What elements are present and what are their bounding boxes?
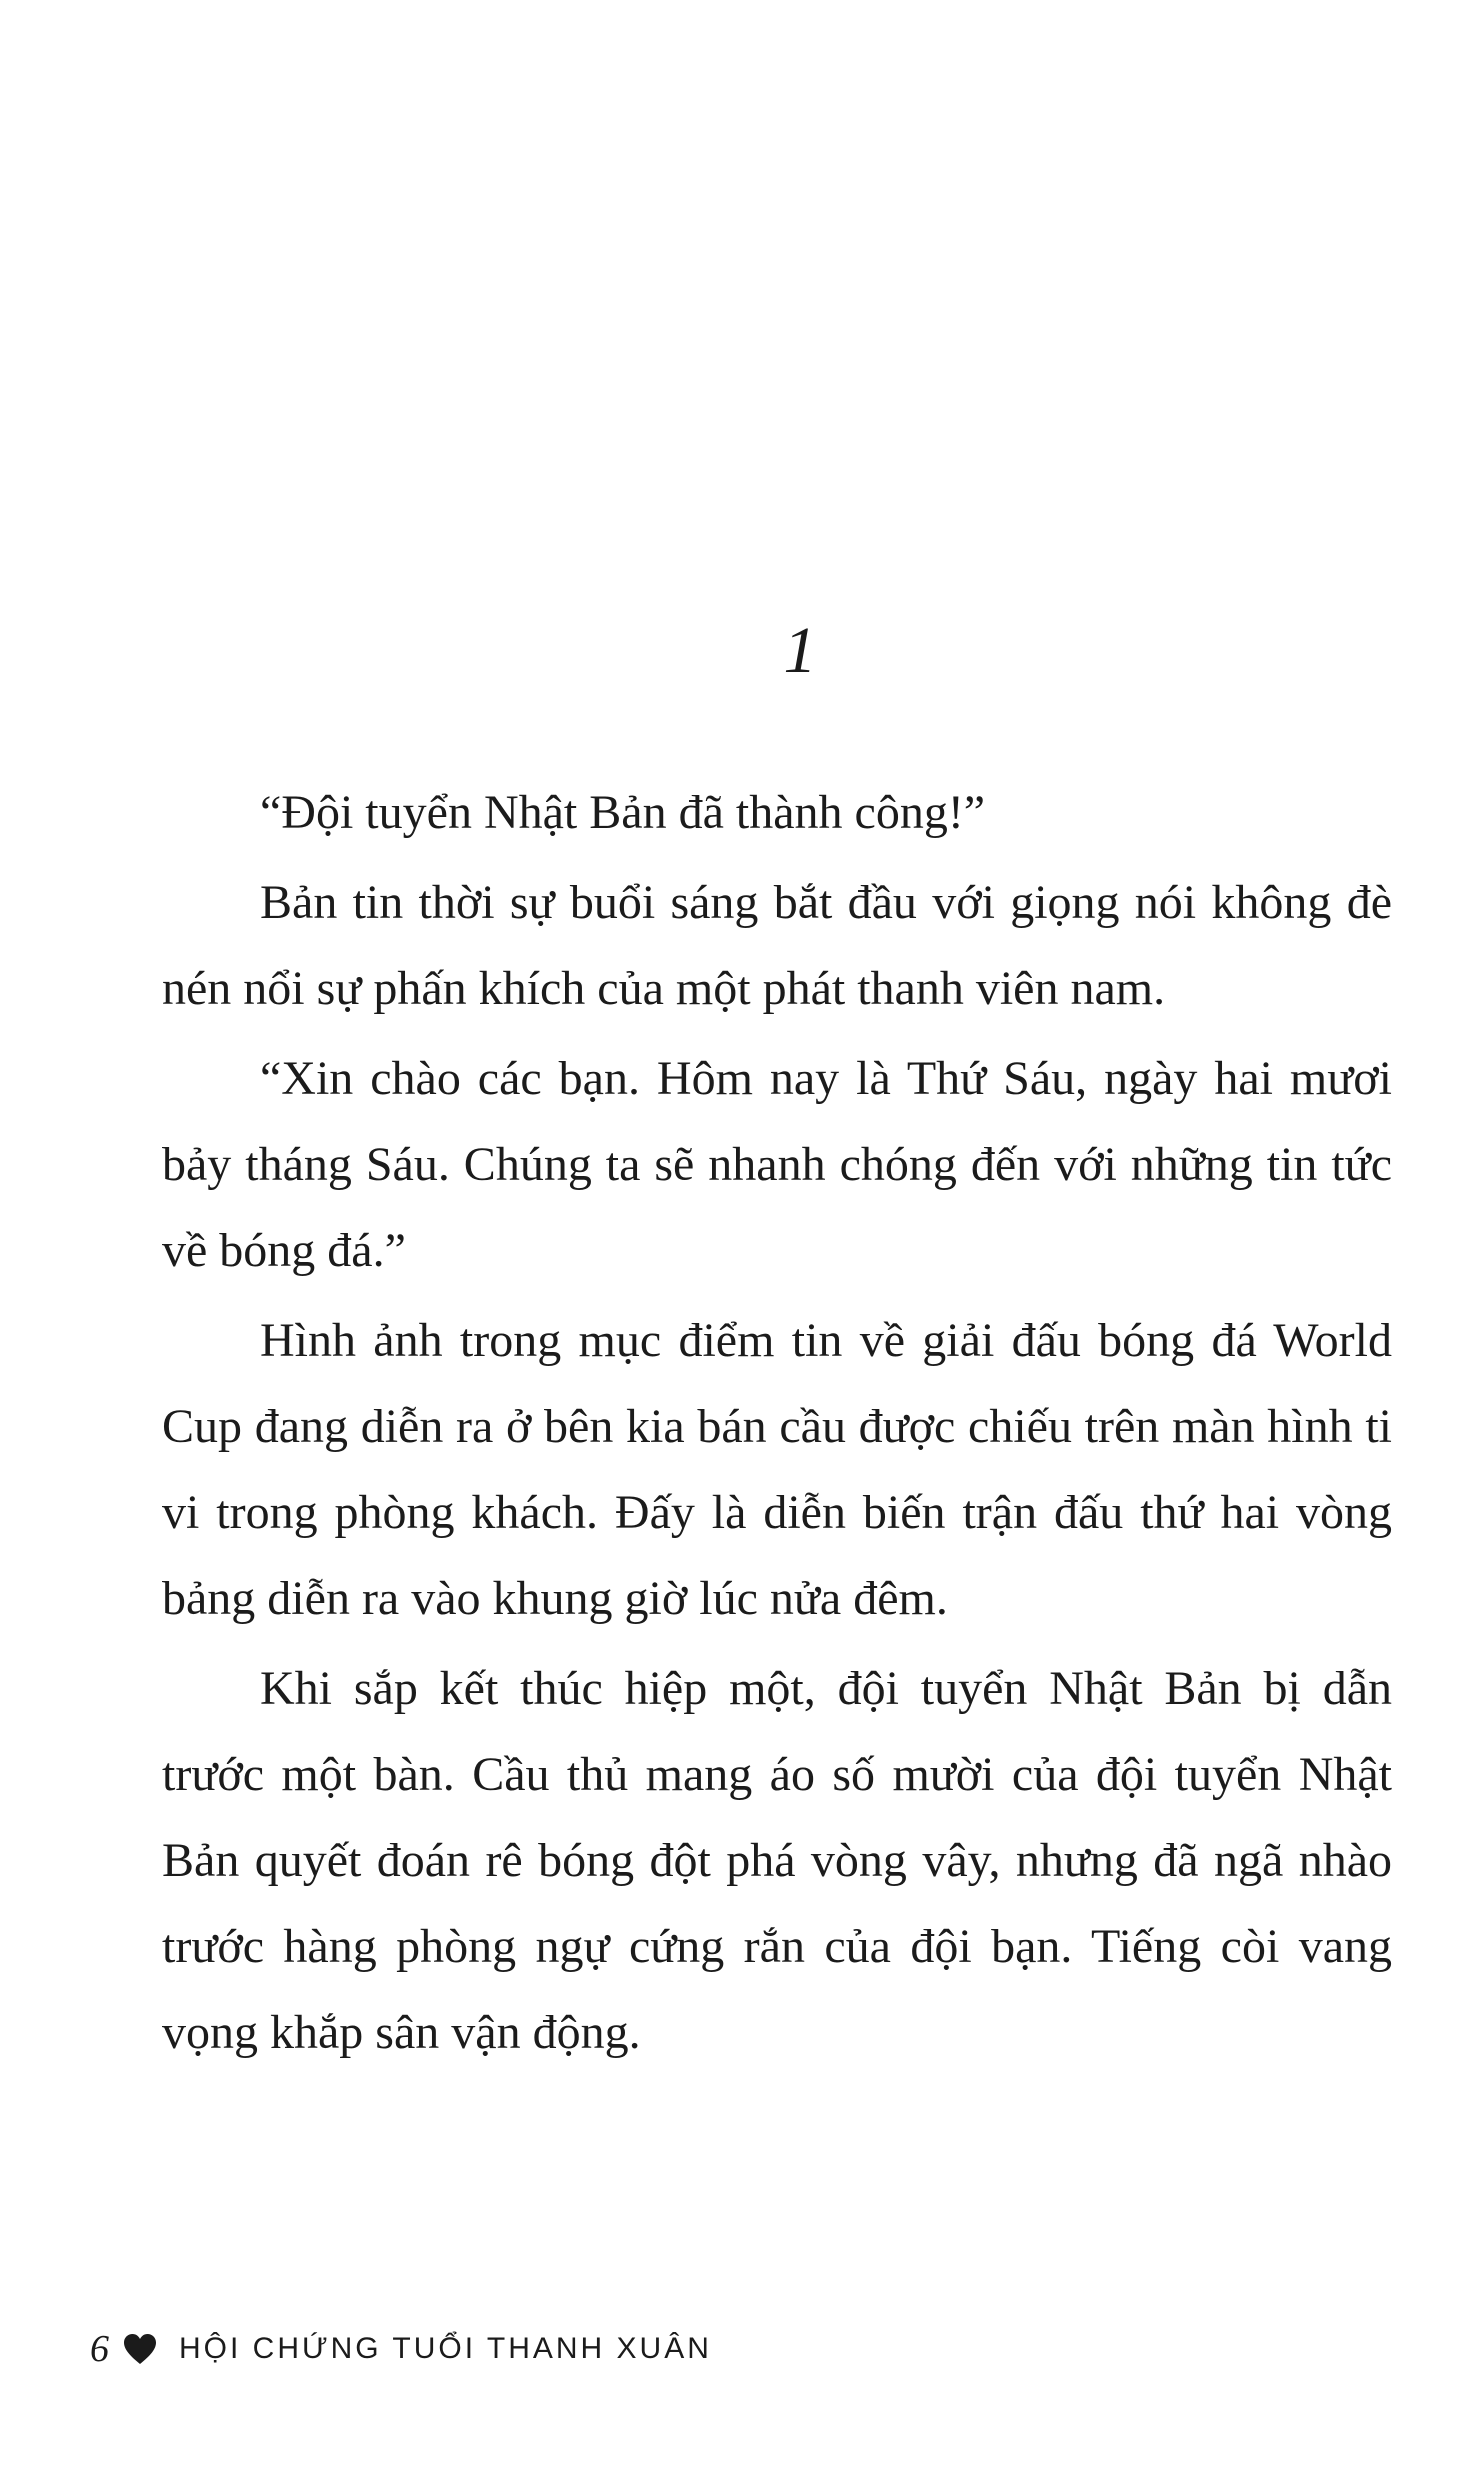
running-title: HỘI CHỨNG TUỔI THANH XUÂN — [179, 2332, 712, 2365]
body-text — [162, 770, 1392, 2080]
page-footer — [90, 2324, 712, 2374]
paragraph: “Đội tuyển Nhật Bản đã thành công!” — [260, 786, 986, 839]
paragraph: Bản tin thời sự buổi sáng bắt đầu với giọng nói không đè nén nổi sự phấn khích của một phát thanh viên nam. — [162, 876, 1392, 1015]
chapter-number: 1 — [783, 614, 817, 687]
heart-icon — [123, 2333, 157, 2365]
page-number: 6 — [90, 2328, 109, 2370]
paragraph: Khi sắp kết thúc hiệp một, đội tuyển Nhật Bản bị dẫn trước một bàn. Cầu thủ mang áo số mười của đội tuyển Nhật Bản quyết đoán rê bóng đột phá vòng vây, nhưng đã ngã nhào trước hàng phòng ngự cứng rắn của đội bạn. Tiếng còi vang vọng khắp sân vận động. — [162, 1662, 1392, 2059]
paragraph: “Xin chào các bạn. Hôm nay là Thứ Sáu, ngày hai mươi bảy tháng Sáu. Chúng ta sẽ nhanh chóng đến với những tin tức về bóng đá.” — [162, 1052, 1392, 1277]
paragraph: Hình ảnh trong mục điểm tin về giải đấu bóng đá World Cup đang diễn ra ở bên kia bán cầu được chiếu trên màn hình ti vi trong phòng khách. Đấy là diễn biến trận đấu thứ hai vòng bảng diễn ra vào khung giờ lúc nửa đêm. — [162, 1314, 1392, 1625]
